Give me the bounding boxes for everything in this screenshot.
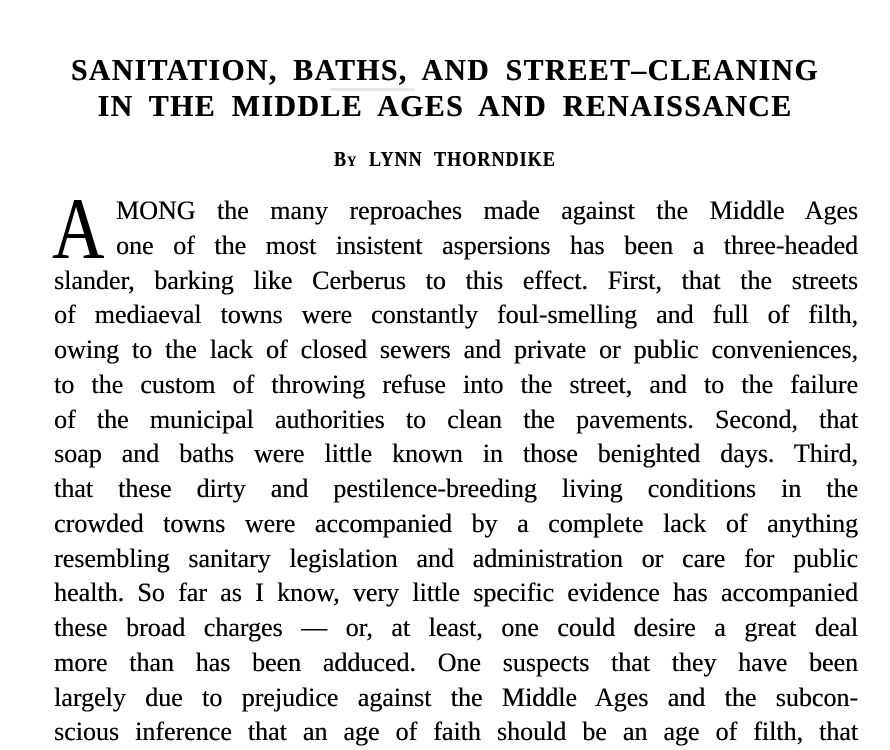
body-line: scious inference that an age of faith should be an age of filth, that <box>54 717 858 747</box>
body-line: to the custom of throwing refuse into the street, and to the failure <box>54 369 858 399</box>
body-line: more than has been adduced. One suspects that they have been <box>54 647 858 677</box>
article-title-line2: IN THE MIDDLE AGES AND RENAISSANCE <box>97 88 793 123</box>
article-title-line1: SANITATION, BATHS, AND STREET–CLEANING <box>70 52 819 87</box>
byline <box>0 146 890 172</box>
body-line: of mediaeval towns were constantly foul-smelling and full of filth, <box>54 300 858 330</box>
body-line: crowded towns were accompanied by a complete lack of anything <box>54 508 858 538</box>
article-body <box>52 181 858 750</box>
body-line: largely due to prejudice against the Middle Ages and the subcon- <box>54 682 858 712</box>
body-line: these broad charges — or, at least, one could desire a great deal <box>54 613 858 642</box>
dropcap-letter: A <box>52 181 105 278</box>
body-line: health. So far as I know, very little specific evidence has accompanied <box>54 578 858 608</box>
byline-author: LYNN THORNDIKE <box>369 147 556 171</box>
body-line: that these dirty and pestilence-breeding living conditions in the <box>54 474 858 503</box>
body-line: owing to the lack of closed sewers and private or public conveniences, <box>54 335 858 364</box>
body-line: MONG the many reproaches made against the Middle Ages <box>116 196 858 225</box>
article-title <box>0 52 890 124</box>
body-line: soap and baths were little known in those benighted days. Third, <box>54 439 858 469</box>
byline-prefix: By <box>333 147 358 171</box>
body-line: of the municipal authorities to clean the pavements. Second, that <box>54 404 858 434</box>
body-line: one of the most insistent aspersions has been a three-headed <box>116 230 858 260</box>
body-line: resembling sanitary legislation and administration or care for public <box>54 543 858 573</box>
body-line: slander, barking like Cerberus to this effect. First, that the streets <box>54 265 858 295</box>
